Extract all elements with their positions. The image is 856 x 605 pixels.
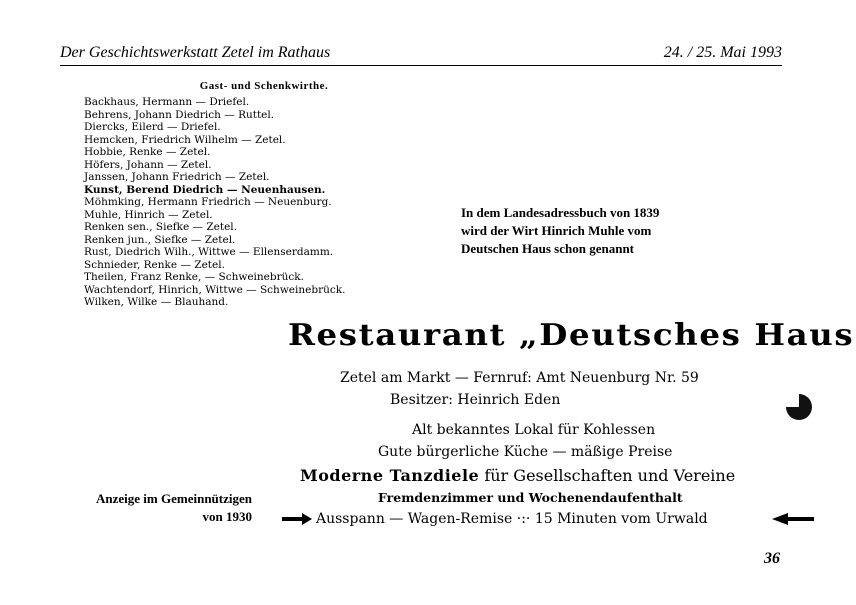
page-number: 36 [764,550,780,567]
ad-headline: Restaurant „Deutsches Haus [288,318,855,353]
pointing-arrow-icon [282,513,312,525]
directory-entry: Hobbie, Renke — Zetel. [84,146,211,158]
header-title: Der Geschichtswerkstatt Zetel im Rathaus [60,44,331,61]
directory-entry: Wilken, Wilke — Blauhand. [84,296,229,308]
ad-line: Alt bekanntes Lokal für Kohlessen [412,422,656,438]
directory-caption-line: In dem Landesadressbuch von 1839 [461,205,660,220]
directory-entry: Muhle, Hinrich — Zetel. [84,208,213,221]
page-header [60,44,782,66]
advertisement-clipping [276,318,855,538]
decorative-mark-icon [784,392,814,422]
ad-dance-hall-bold: Moderne Tanzdiele [300,466,480,485]
header-date: 24. / 25. Mai 1993 [663,44,782,61]
directory-caption [461,204,751,258]
directory-entry: Möhmking, Hermann Friedrich — Neuenburg. [84,196,332,208]
ad-dance-hall [300,466,735,485]
ad-owner: Besitzer: Heinrich Eden [390,392,561,408]
pointing-arrow-icon [772,512,814,526]
directory-entry: Theilen, Franz Renke, — Schweinebrück. [84,271,304,283]
ad-line: Ausspann — Wagen-Remise ·:· 15 Minuten vom Urwald [316,511,708,527]
ad-dance-hall-rest: für Gesellschaften und Vereine [479,466,736,485]
directory-entry: Hemcken, Friedrich Wilhelm — Zetel. [84,133,286,146]
directory-entry: Janssen, Johann Friedrich — Zetel. [84,171,270,183]
directory-clipping [84,80,384,316]
directory-caption-line: Deutschen Haus schon genannt [461,241,635,256]
directory-entry: Kunst, Berend Diedrich — Neuenhausen. [84,183,326,196]
ad-line: Gute bürgerliche Küche — mäßige Preise [378,444,673,460]
directory-list [84,96,384,309]
ad-caption [58,490,252,526]
directory-entry: Behrens, Johann Diedrich — Ruttel. [84,108,275,121]
ad-line: Fremdenzimmer und Wochenendaufenthalt [378,490,683,505]
ad-caption-line: von 1930 [202,509,252,524]
directory-entry: Diercks, Eilerd — Driefel. [84,121,221,133]
directory-entry: Renken jun., Siefke — Zetel. [84,233,236,246]
directory-title: Gast- und Schenkwirthe. [199,80,329,92]
directory-entry: Rust, Diedrich Wilh., Wittwe — Ellenserdamm. [84,246,334,258]
directory-entry: Schnieder, Renke — Zetel. [84,258,225,271]
directory-entry: Wachtendorf, Hinrich, Wittwe — Schweinebrück. [84,283,346,296]
directory-entry: Backhaus, Hermann — Driefel. [84,96,250,108]
directory-entry: Renken sen., Siefke — Zetel. [84,221,237,233]
ad-address: Zetel am Markt — Fernruf: Amt Neuenburg Nr. 59 [340,370,699,386]
directory-caption-line: wird der Wirt Hinrich Muhle vom [461,223,652,238]
directory-entry: Höfers, Johann — Zetel. [84,158,212,171]
ad-caption-line: Anzeige im Gemeinnützigen [96,491,252,506]
